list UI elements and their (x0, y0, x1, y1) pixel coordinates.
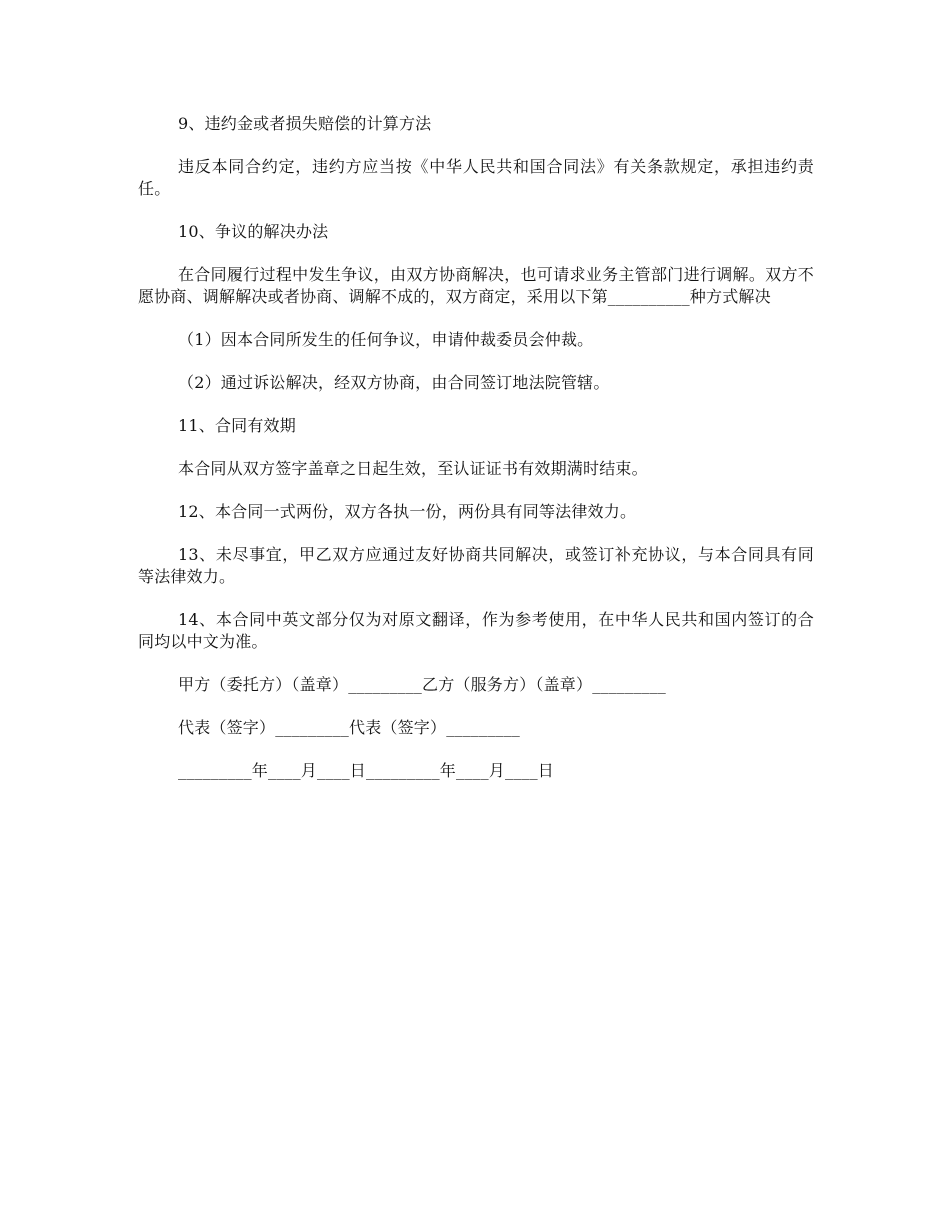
clause-9-body: 违反本同合约定，违约方应当按《中华人民共和国合同法》有关条款规定，承担违约责任。 (138, 157, 814, 198)
clause-9-heading: 9、违约金或者损失赔偿的计算方法 (178, 114, 432, 133)
clause-10-body: 在合同履行过程中发生争议，由双方协商解决，也可请求业务主管部门进行调解。双方不愿协商、调解解决或者协商、调解不成的，双方商定，采用以下第__________种方式解决 (138, 265, 814, 306)
signature-dates: _________年____月____日_________年____月____日 (178, 761, 554, 780)
clause-13: 13、未尽事宜，甲乙双方应通过友好协商共同解决，或签订补充协议，与本合同具有同等法律效力。 (138, 545, 814, 586)
clause-10-heading: 10、争议的解决办法 (178, 222, 329, 241)
clause-11-body: 本合同从双方签字盖章之日起生效，至认证证书有效期满时结束。 (178, 459, 648, 478)
clause-12: 12、本合同一式两份，双方各执一份，两份具有同等法律效力。 (178, 502, 637, 521)
clause-10-option-1: （1）因本合同所发生的任何争议，申请仲裁委员会仲裁。 (178, 330, 594, 349)
signature-parties: 甲方（委托方）（盖章）_________乙方（服务方）（盖章）_________ (178, 675, 667, 694)
clause-11-heading: 11、合同有效期 (178, 416, 296, 435)
clause-10-option-2: （2）通过诉讼解决，经双方协商，由合同签订地法院管辖。 (178, 373, 610, 392)
document-body (138, 113, 814, 803)
clause-14: 14、本合同中英文部分仅为对原文翻译，作为参考使用，在中华人民共和国内签订的合同均以中文为准。 (138, 610, 814, 651)
signature-representatives: 代表（签字）_________代表（签字）_________ (178, 718, 521, 737)
